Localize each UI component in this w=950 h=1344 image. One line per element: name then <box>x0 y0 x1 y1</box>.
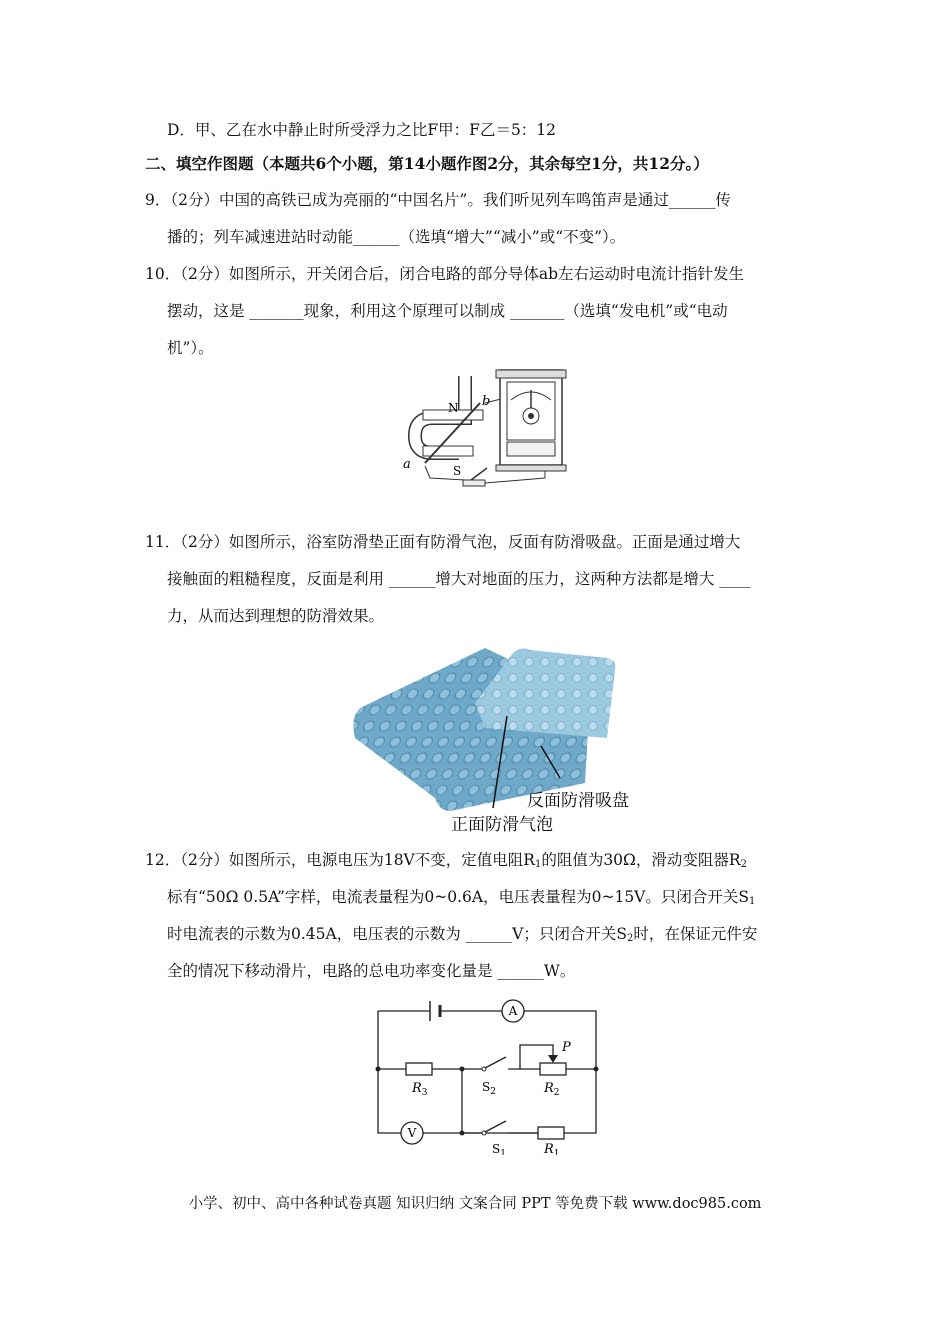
resistor-r3 <box>406 1063 432 1098</box>
q12-line4: 全的情况下移动滑片，电路的总电功率变化量是 ______W。 <box>167 962 576 980</box>
slider-p-label: P <box>562 1040 571 1055</box>
pole-s-label: S <box>453 464 462 478</box>
q12-line3: 时电流表的示数为0.45A，电压表的示数为 ______V；只闭合开关$S_2$时，在保证元件安 <box>167 925 758 944</box>
q12-circuit <box>370 995 610 1155</box>
back-suction-label: 反面防滑吸盘 <box>527 791 629 811</box>
q12-line1: 12．（2分）如图所示，电源电压为18V不变，定值电阻$R_1$的阻值为30Ω，滑动变阻器$R_2$ <box>145 851 747 870</box>
r2-label: $R_2$ <box>544 1081 560 1098</box>
s2-label: $S_2$ <box>482 1080 496 1097</box>
switch-s1 <box>482 1121 538 1155</box>
q10-line3: 机”）。 <box>167 339 214 357</box>
point-a-label: a <box>403 457 411 472</box>
point-b-label: b <box>482 394 491 409</box>
resistor-r1 <box>538 1127 564 1155</box>
q10-line2: 摆动，这是 _______现象，利用这个原理可以制成 _______（选填“发电机”或“电动 <box>167 302 728 320</box>
r3-label: $R_3$ <box>412 1081 428 1098</box>
q9-line1: 9．（2分）中国的高铁已成为亮丽的“中国名片”。我们听见列车鸣笛声是通过______传 <box>145 191 731 209</box>
q11-figure <box>345 638 645 838</box>
r1-label: $R_1$ <box>544 1142 560 1155</box>
galvanometer-icon <box>496 370 566 471</box>
page-footer: 小学、初中、高中各种试卷真题 知识归纳 文案合同 PPT 等免费下载 www.doc985.com <box>188 1196 762 1212</box>
pole-n-label: N <box>448 401 459 415</box>
q11-line2: 接触面的粗糙程度，反面是利用 ______增大对地面的压力，这两种方法都是增大 ____ <box>167 570 751 588</box>
option-d: D．甲、乙在水中静止时所受浮力之比F甲：F乙＝5：12 <box>167 121 557 139</box>
q9-line2: 播的；列车减速进站时动能______（选填“增大”“减小”或“不变”）。 <box>167 228 626 246</box>
front-bubble-label: 正面防滑气泡 <box>451 815 553 835</box>
q10-line1: 10．（2分）如图所示，开关闭合后，闭合电路的部分导体ab左右运动时电流计指针发生 <box>145 265 745 283</box>
q11-line1: 11．（2分）如图所示，浴室防滑垫正面有防滑气泡，反面有防滑吸盘。正面是通过增大 <box>145 533 741 551</box>
voltmeter-label: V <box>407 1126 417 1140</box>
magnet-icon <box>415 376 483 456</box>
q12-line2: 标有“50Ω 0.5A”字样，电流表量程为0~0.6A，电压表量程为0~15V。只闭合开关$S_1$ <box>167 888 756 907</box>
s1-label: $S_1$ <box>492 1142 506 1155</box>
q11-line3: 力，从而达到理想的防滑效果。 <box>167 607 385 625</box>
switch-icon <box>463 468 487 486</box>
ammeter-label: A <box>508 1004 518 1018</box>
section-heading: 二、填空作图题（本题共6个小题，第14小题作图2分，其余每空1分，共12分。） <box>145 154 709 173</box>
voltmeter-icon <box>401 1122 423 1144</box>
ammeter-icon <box>502 1000 524 1022</box>
switch-s2 <box>482 1057 506 1097</box>
battery-icon <box>430 1001 440 1021</box>
q10-figure <box>395 368 585 498</box>
